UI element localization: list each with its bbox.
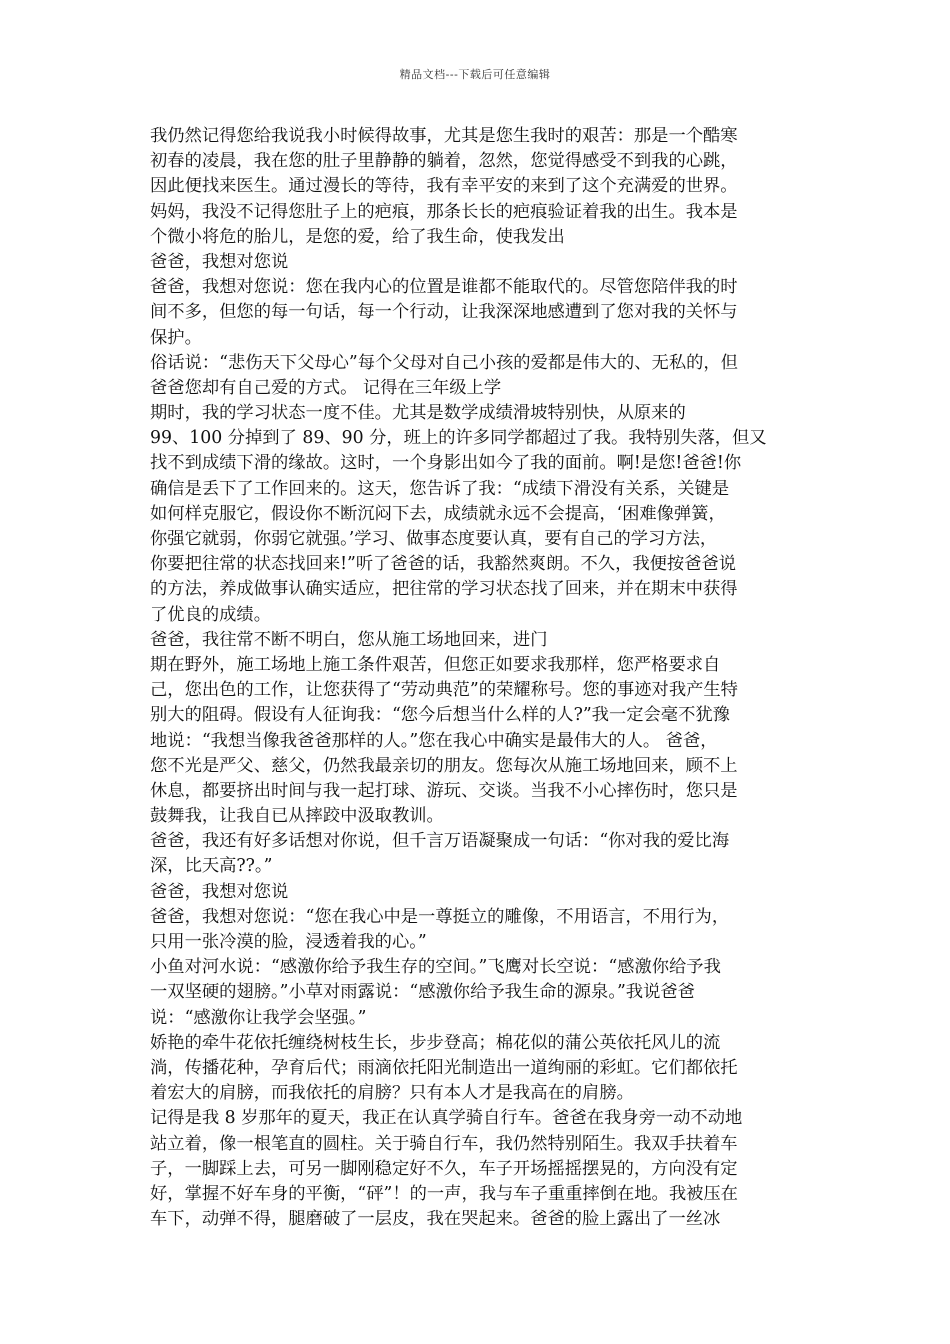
text-line: 爸爸，我往常不断不明白，您从施工场地回来，进门 xyxy=(150,629,548,650)
text-line: 的方法，养成做事认确实适应，把往常的学习状态找了回来，并在期末中获得 xyxy=(150,579,738,600)
text-line: 期时，我的学习状态一度不佳。尤其是数学成绩滑坡特别快，从原来的 xyxy=(150,403,686,424)
text-line: 个微小将危的胎儿，是您的爱，给了我生命，使我发出 xyxy=(150,226,565,247)
text-line: 因此便找来医生。通过漫长的等待，我有幸平安的来到了这个充满爱的世界。 xyxy=(150,176,738,197)
text-line: 如何样克服它，假设你不断沉闷下去，成绩就永远不会提高，‘困难像弹簧， xyxy=(150,503,726,524)
text-line: 只用一张冷漠的脸，浸透着我的心。” xyxy=(150,932,427,952)
text-line: 车下，动弹不得，腿磨破了一层皮，我在哭起来。爸爸的脸上露出了一丝冰 xyxy=(150,1209,721,1230)
text-line: 保护。 xyxy=(150,327,202,348)
text-line: 爸爸您却有自己爱的方式。 记得在三年级上学 xyxy=(150,377,502,398)
text-line: 别大的阻碍。假设有人征询我：“您今后想当什么样的人?”我一定会毫不犹豫 xyxy=(150,705,730,726)
text-line: 地说：“我想当像我爸爸那样的人。”您在我心中确实是最伟大的人。 爸爸， xyxy=(150,730,718,751)
text-line: 爸爸，我还有好多话想对你说，但千言万语凝聚成一句话：“你对我的爱比海 xyxy=(150,831,730,852)
text-line: 好，掌握不好车身的平衡，“砰”！的一声，我与车子重重摔倒在地。我被压在 xyxy=(150,1183,738,1204)
text-line: 小鱼对河水说：“感激你给予我生存的空间。”飞鹰对长空说：“感激你给予我 xyxy=(150,957,721,978)
text-line: 一双坚硬的翅膀。”小草对雨露说：“感激你给予我生命的源泉。”我说爸爸 xyxy=(150,982,695,1003)
text-line: 爸爸，我想对您说：您在我内心的位置是谁都不能取代的。尽管您陪伴我的时 xyxy=(150,277,738,298)
text-line: 休息，都要挤出时间与我一起打球、游玩、交谈。当我不小心摔伤时，您只是 xyxy=(150,780,738,801)
text-line: 深，比天高??。” xyxy=(150,856,273,877)
text-line: 99、100 分掉到了 89、90 分，班上的许多同学都超过了我。我特别失落，但又 xyxy=(150,428,767,449)
text-line: 站立着，像一根笔直的圆柱。关于骑自行车，我仍然特别陌生。我双手扶着车 xyxy=(150,1133,738,1154)
text-line: 你强它就弱，你弱它就强。’学习、做事态度要认真，要有自己的学习方法， xyxy=(150,529,718,549)
text-line: 鼓舞我，让我自已从摔跤中汲取教训。 xyxy=(150,806,444,827)
text-line: 了优良的成绩。 xyxy=(150,604,271,625)
text-line: 找不到成绩下滑的缘故。这时，一个身影出如今了我的面前。啊!是您!爸爸!你 xyxy=(150,453,742,474)
text-line: 娇艳的牵牛花依托缠绕树枝生长，步步登高；棉花似的蒲公英依托风儿的流 xyxy=(150,1032,721,1053)
page-header: 精品文档---下载后可任意编辑 xyxy=(399,68,551,81)
document-body xyxy=(150,124,802,1232)
text-line: 确信是丢下了工作回来的。这天，您告诉了我：“成绩下滑没有关系，关键是 xyxy=(150,478,730,499)
text-line: 爸爸，我想对您说 xyxy=(150,251,289,272)
text-line: 你要把往常的状态找回来!”听了爸爸的话，我豁然爽朗。不久，我便按爸爸说 xyxy=(150,554,737,575)
text-line: 淌，传播花种，孕育后代；雨滴依托阳光制造出一道绚丽的彩虹。它们都依托 xyxy=(150,1057,738,1078)
text-line: 爸爸，我想对您说 xyxy=(150,881,289,902)
text-line: 子，一脚踩上去，可另一脚刚稳定好不久，车子开场摇摇摆晃的，方向没有定 xyxy=(150,1158,738,1179)
text-line: 着宏大的肩膀，而我依托的肩膀？只有本人才是我高在的肩膀。 xyxy=(150,1083,634,1104)
text-line: 期在野外，施工场地上施工条件艰苦，但您正如要求我那样，您严格要求自 xyxy=(150,654,721,675)
text-line: 我仍然记得您给我说我小时候得故事，尤其是您生我时的艰苦：那是一个酷寒 xyxy=(150,126,738,146)
text-line: 说：“感激你让我学会坚强。” xyxy=(150,1007,367,1028)
text-line: 初春的凌晨，我在您的肚子里静静的躺着，忽然，您觉得感受不到我的心跳， xyxy=(150,151,738,172)
text-line: 妈妈，我没不记得您肚子上的疤痕，那条长长的疤痕验证着我的出生。我本是 xyxy=(150,201,738,222)
text-line: 记得是我 8 岁那年的夏天，我正在认真学骑自行车。爸爸在我身旁一动不动地 xyxy=(150,1108,743,1129)
text-line: 俗话说：“悲伤天下父母心”每个父母对自己小孩的爱都是伟大的、无私的，但 xyxy=(150,352,738,373)
text-line: 己，您出色的工作，让您获得了“劳动典范”的荣耀称号。您的事迹对我产生特 xyxy=(150,680,738,701)
text-line: 爸爸，我想对您说：“您在我心中是一尊挺立的雕像，不用语言，不用行为， xyxy=(150,906,730,927)
text-line: 间不多，但您的每一句话，每一个行动，让我深深地感遭到了您对我的关怀与 xyxy=(150,302,738,323)
text-line: 您不光是严父、慈父，仍然我最亲切的朋友。您每次从施工场地回来，顾不上 xyxy=(150,755,738,776)
